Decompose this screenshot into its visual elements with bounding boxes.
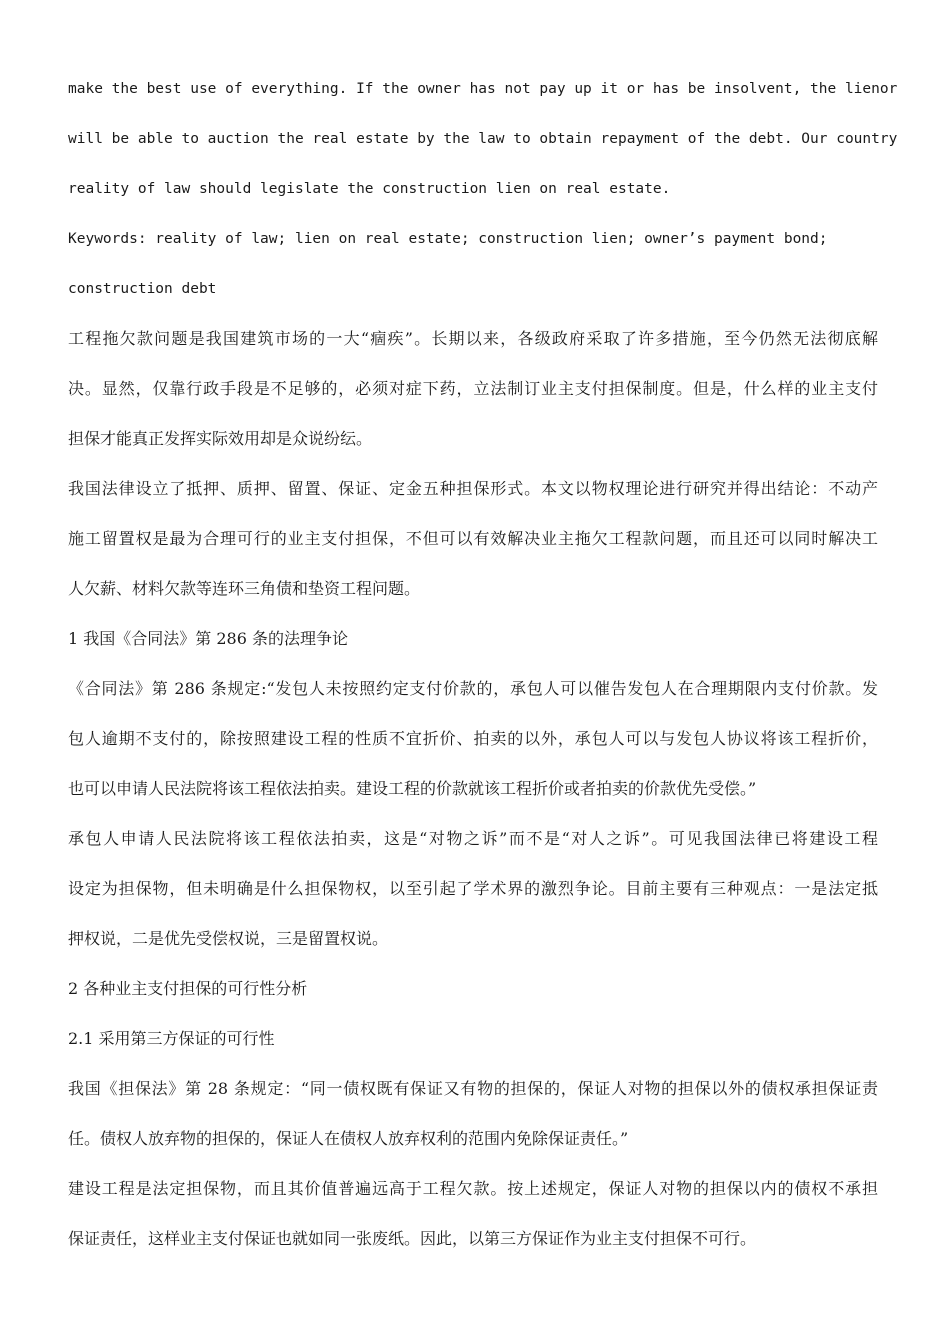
body-line: 任。债权人放弃物的担保的，保证人在债权人放弃权利的范围内免除保证责任。” <box>68 1129 629 1148</box>
section-1-paragraph-2 <box>68 814 898 964</box>
body-line: 押权说，二是优先受偿权说，三是留置权说。 <box>68 929 389 948</box>
body-line: 建设工程是法定担保物，而且其价值普遍远高于工程欠款。按上述规定，保证人对物的担保以内的债权不承担 <box>68 1179 878 1198</box>
section-2-heading: 2 各种业主支付担保的可行性分析 <box>68 979 308 998</box>
section-1-paragraph-1 <box>68 664 898 814</box>
abstract-paragraph <box>68 64 898 214</box>
body-line: 包人逾期不支付的，除按照建设工程的性质不宜折价、拍卖的以外，承包人可以与发包人协议将该工程折价， <box>68 729 878 748</box>
keywords-line: Keywords: reality of law; lien on real estate; construction lien; owner’s payment bond; <box>68 231 828 247</box>
keywords-line: construction debt <box>68 281 217 297</box>
body-line: 工程拖欠款问题是我国建筑市场的一大“痼疾”。长期以来，各级政府采取了许多措施，至今仍然无法彻底解 <box>68 329 878 348</box>
body-line: 承包人申请人民法院将该工程依法拍卖，这是“对物之诉”而不是“对人之诉”。可见我国法律已将建设工程 <box>68 829 878 848</box>
body-line: 施工留置权是最为合理可行的业主支付担保，不但可以有效解决业主拖欠工程款问题，而且还可以同时解决工 <box>68 529 878 548</box>
body-line: 保证责任，这样业主支付保证也就如同一张废纸。因此，以第三方保证作为业主支付担保不可行。 <box>68 1229 757 1248</box>
body-line: 人欠薪、材料欠款等连环三角债和垫资工程问题。 <box>68 579 421 598</box>
abstract-line: reality of law should legislate the construction lien on real estate. <box>68 181 671 197</box>
abstract-line: will be able to auction the real estate by the law to obtain repayment of the debt. Our country <box>68 131 898 147</box>
document-page <box>68 64 898 1264</box>
section-2-paragraph-1 <box>68 1064 898 1164</box>
body-line: 《合同法》第 286 条规定:“发包人未按照约定支付价款的，承包人可以催告发包人在合理期限内支付价款。发 <box>68 679 878 698</box>
body-line: 也可以申请人民法院将该工程依法拍卖。建设工程的价款就该工程折价或者拍卖的价款优先受偿。” <box>68 779 757 798</box>
section-2-paragraph-2 <box>68 1164 898 1264</box>
section-2-1-heading: 2.1 采用第三方保证的可行性 <box>68 1029 275 1048</box>
body-line: 决。显然，仅靠行政手段是不足够的，必须对症下药，立法制订业主支付担保制度。但是，什么样的业主支付 <box>68 379 878 398</box>
body-line: 我国《担保法》第 28 条规定：“同一债权既有保证又有物的担保的，保证人对物的担保以外的债权承担保证责 <box>68 1079 878 1098</box>
abstract-line: make the best use of everything. If the owner has not pay up it or has be insolvent, the lienor <box>68 81 898 97</box>
keywords-paragraph <box>68 214 898 314</box>
intro-paragraph-2 <box>68 464 898 614</box>
body-line: 担保才能真正发挥实际效用却是众说纷纭。 <box>68 429 373 448</box>
section-1-heading: 1 我国《合同法》第 286 条的法理争论 <box>68 629 348 648</box>
body-line: 设定为担保物，但未明确是什么担保物权，以至引起了学术界的激烈争论。目前主要有三种观点：一是法定抵 <box>68 879 878 898</box>
body-line: 我国法律设立了抵押、质押、留置、保证、定金五种担保形式。本文以物权理论进行研究并得出结论：不动产 <box>68 479 878 498</box>
intro-paragraph-1 <box>68 314 898 464</box>
